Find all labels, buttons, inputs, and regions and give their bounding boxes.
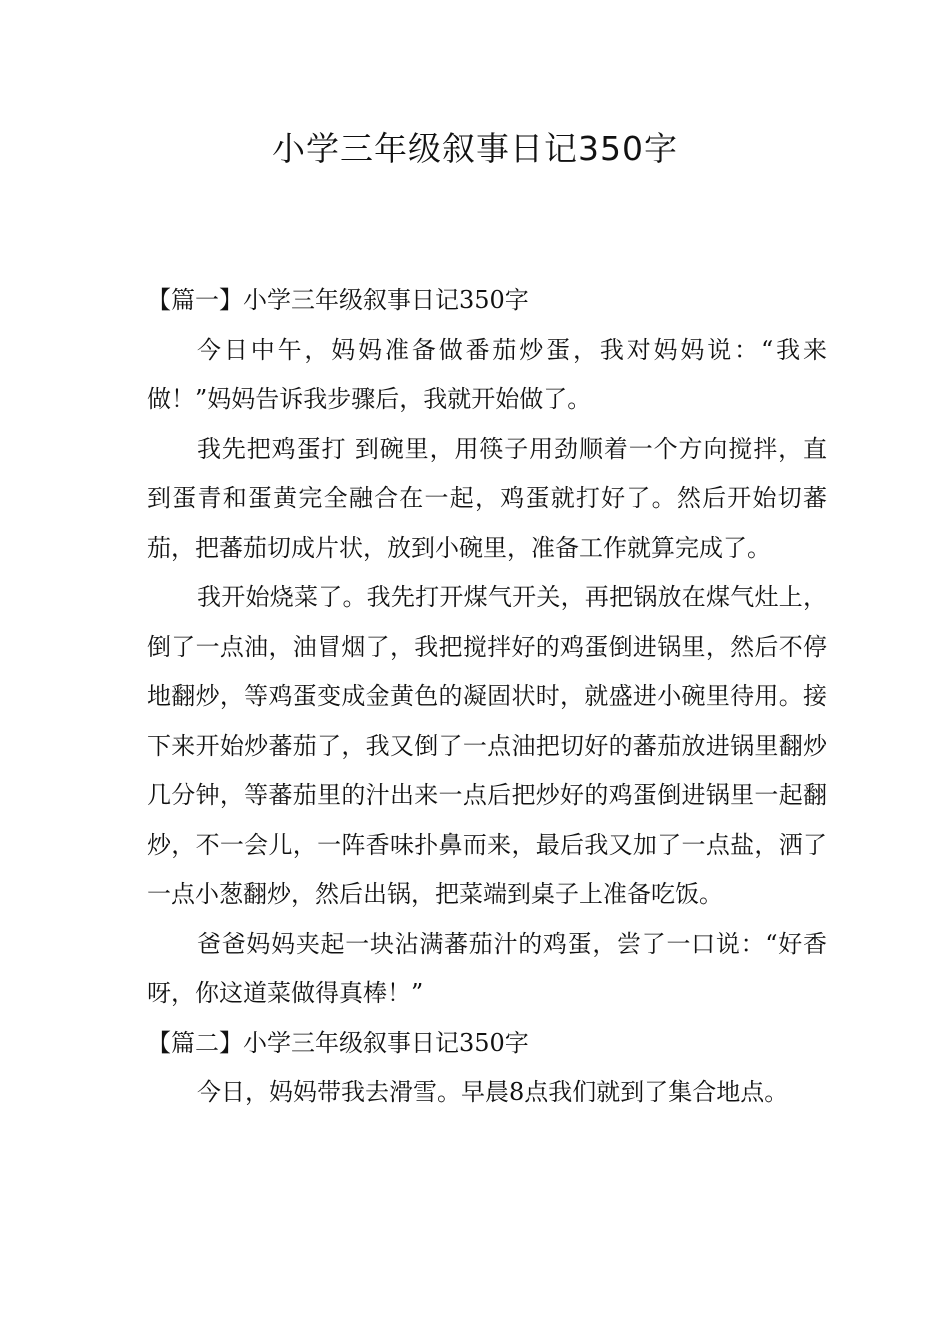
paragraph: 今日中午，妈妈准备做番茄炒蛋，我对妈妈说：“我来做！”妈妈告诉我步骤后，我就开始做了。	[147, 335, 827, 413]
paragraph: 我开始烧菜了。我先打开煤气开关，再把锅放在煤气灶上，倒了一点油，油冒烟了，我把搅拌好的鸡蛋倒进锅里，然后不停地翻炒，等鸡蛋变成金黄色的凝固状时，就盛进小碗里待用。接下来开始炒蕃茄了，我又倒了一点油把切好的蕃茄放进锅里翻炒几分钟，等蕃茄里的汁出来一点后把炒好的鸡蛋倒进锅里一起翻炒，不一会儿，一阵香味扑鼻而来，最后我又加了一点盐，洒了一点小葱翻炒，然后出锅，把菜端到桌子上准备吃饭。	[147, 583, 827, 908]
document-title: 小学三年级叙事日记350字	[272, 129, 678, 168]
document-body	[147, 276, 827, 1118]
paragraph: 我先把鸡蛋打 到碗里，用筷子用劲顺着一个方向搅拌，直到蛋青和蛋黄完全融合在一起，鸡蛋就打好了。然后开始切蕃茄，把蕃茄切成片状，放到小碗里，准备工作就算完成了。	[147, 434, 827, 562]
paragraph: 爸爸妈妈夹起一块沾满蕃茄汁的鸡蛋，尝了一口说：“好香呀，你这道菜做得真棒！”	[147, 929, 827, 1007]
section-heading-1: 【篇一】小学三年级叙事日记350字	[147, 286, 529, 314]
section-heading-2: 【篇二】小学三年级叙事日记350字	[147, 1028, 529, 1057]
paragraph: 今日，妈妈带我去滑雪。早晨8点我们就到了集合地点。	[197, 1078, 789, 1106]
